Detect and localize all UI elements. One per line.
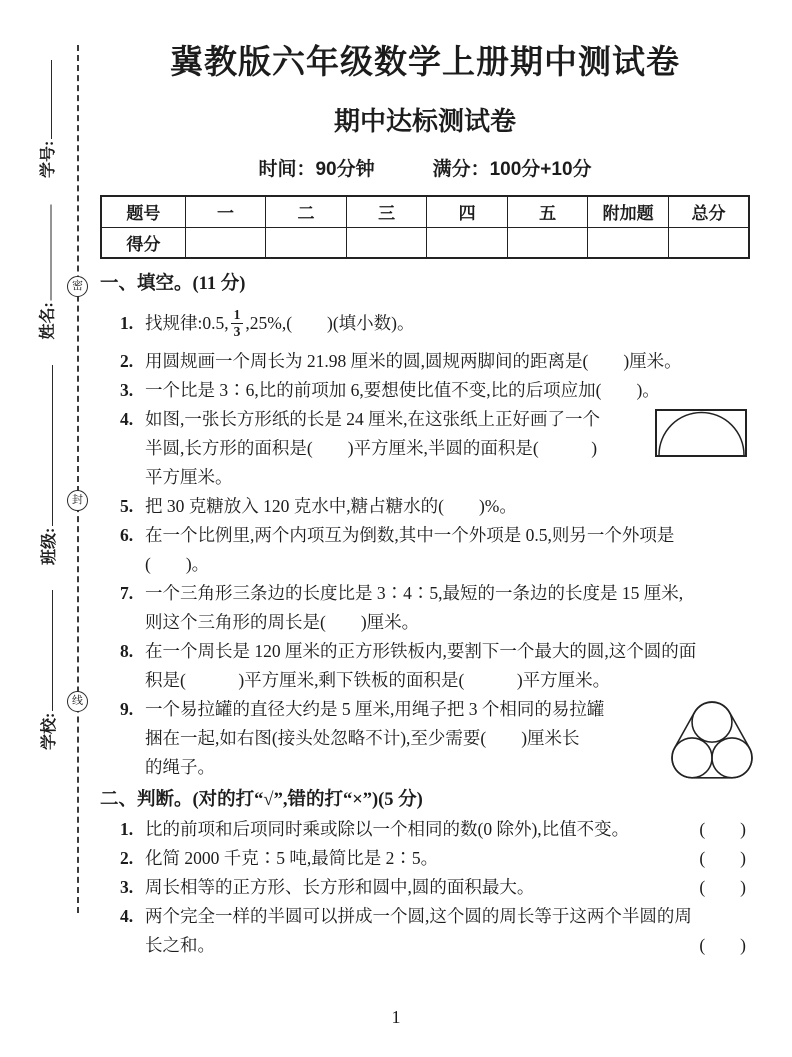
- score-header-cell: 一: [185, 196, 266, 227]
- question-text: 一个易拉罐的直径大约是 5 厘米,用绳子把 3 个相同的易拉罐: [145, 699, 605, 719]
- full-score-label: 满分：100分+10分: [432, 159, 592, 180]
- question-text: 一个比是 3∶6,比的前项加 6,要想使比值不变,比的后项应加( )。: [145, 380, 660, 400]
- student-id-label: 学号:: [39, 140, 57, 178]
- answer-gap: [629, 815, 699, 844]
- question-text: 把 30 克糖放入 120 克水中,糖占糖水的( )%。: [145, 496, 517, 516]
- school-blank-line: [41, 590, 53, 711]
- question-text: 如图,一张长方形纸的长是 24 厘米,在这张纸上正好画了一个: [145, 409, 600, 429]
- question-text: 找规律:0.5,: [145, 312, 229, 333]
- question-line: [145, 931, 750, 960]
- question-text: 长之和。: [145, 935, 215, 955]
- score-empty-cell: [266, 227, 347, 258]
- school-field: [36, 590, 58, 750]
- question-number: 8.: [120, 641, 134, 661]
- section1-heading: 一、填空。(11 分): [100, 274, 246, 294]
- seal-mark-mi: [67, 276, 88, 297]
- seal-mark-char: 密: [72, 280, 83, 292]
- question-line: [145, 844, 750, 873]
- student-id-blank-line: [40, 60, 52, 139]
- question-4: [100, 405, 750, 492]
- answer-parentheses: ( ): [699, 935, 746, 955]
- score-header-cell: 题号: [101, 196, 185, 227]
- question-9: [100, 695, 750, 782]
- class-blank-line: [41, 365, 53, 526]
- question-8: [100, 637, 750, 695]
- seal-dashed-line: [77, 45, 79, 913]
- question-number: 3.: [120, 380, 134, 400]
- fraction-one-third: [231, 307, 244, 339]
- question-2: [100, 347, 750, 376]
- judge-question-4: [100, 902, 750, 960]
- question-text: 在一个周长是 120 厘米的正方形铁板内,要割下一个最大的圆,这个圆的面: [145, 641, 697, 661]
- question-text: 一个三角形三条边的长度比是 3∶4∶5,最短的一条边的长度是 15 厘米,: [145, 583, 684, 603]
- rectangle-semicircle-figure: [655, 409, 747, 457]
- name-field: [35, 205, 57, 340]
- page-number: 1: [391, 1007, 401, 1027]
- question-text: 周长相等的正方形、长方形和圆中,圆的面积最大。: [145, 877, 535, 897]
- answer-gap: [534, 873, 699, 902]
- answer-parentheses: ( ): [699, 877, 746, 897]
- score-table-score-row: [101, 227, 749, 258]
- question-line: [145, 815, 750, 844]
- main-content: [100, 0, 750, 960]
- score-header-cell: 五: [507, 196, 588, 227]
- fraction-numerator: 1: [231, 307, 244, 324]
- score-header-cell: 附加题: [588, 196, 669, 227]
- question-3: [100, 376, 750, 405]
- score-empty-cell: [427, 227, 508, 258]
- student-id-field: [35, 60, 57, 178]
- judge-question-2: [100, 844, 750, 873]
- school-label: 学校:: [40, 712, 58, 750]
- score-header-cell: 总分: [668, 196, 749, 227]
- score-row-label-cell: 得分: [101, 227, 185, 258]
- score-empty-cell: [507, 227, 588, 258]
- question-text: 半圆,长方形的面积是( )平方厘米,半圆的面积是( ): [145, 438, 598, 458]
- three-circles-band-figure: [666, 698, 758, 782]
- class-field: [36, 365, 58, 565]
- seal-mark-char: 封: [72, 494, 83, 506]
- question-number: 4.: [120, 906, 134, 926]
- name-blank-line: [39, 205, 51, 301]
- score-header-cell: 三: [346, 196, 427, 227]
- question-text: 平方厘米。: [145, 467, 233, 487]
- score-header-cell: 四: [427, 196, 508, 227]
- paper-subtitle: 期中达标测试卷: [333, 106, 516, 136]
- question-line: [145, 873, 750, 902]
- question-text: ( )。: [145, 554, 210, 574]
- question-1: [100, 299, 750, 347]
- score-empty-cell: [588, 227, 669, 258]
- question-number: 7.: [120, 583, 134, 603]
- paper-title: 冀教版六年级数学上册期中测试卷: [170, 43, 680, 80]
- question-number: 2.: [120, 848, 134, 868]
- question-number: 6.: [120, 525, 134, 545]
- answer-parentheses: ( ): [699, 848, 746, 868]
- question-text: 则这个三角形的周长是( )厘米。: [145, 612, 420, 632]
- score-empty-cell: [185, 227, 266, 258]
- score-empty-cell: [668, 227, 749, 258]
- question-7: [100, 579, 750, 637]
- seal-mark-feng: [67, 490, 88, 511]
- exam-info-line: [100, 154, 750, 181]
- section2-heading: 二、判断。(对的打“√”,错的打“×”)(5 分): [100, 790, 423, 810]
- question-text: 的绳子。: [145, 757, 215, 777]
- score-empty-cell: [346, 227, 427, 258]
- judge-question-1: [100, 815, 750, 844]
- answer-gap: [215, 931, 699, 960]
- score-header-cell: 二: [266, 196, 347, 227]
- answer-parentheses: ( ): [699, 819, 746, 839]
- class-label: 班级:: [40, 527, 58, 565]
- question-text: ,25%,( )(填小数)。: [245, 312, 415, 333]
- question-text: 用圆规画一个周长为 21.98 厘米的圆,圆规两脚间的距离是( )厘米。: [145, 351, 682, 371]
- question-number: 5.: [120, 496, 134, 516]
- seal-mark-char: 线: [72, 695, 83, 707]
- score-table-header-row: [101, 196, 749, 227]
- question-number: 2.: [120, 351, 134, 371]
- question-number: 4.: [120, 409, 134, 429]
- question-text: 化简 2000 千克∶5 吨,最简比是 2∶5。: [145, 848, 439, 868]
- question-number: 1.: [120, 313, 134, 333]
- question-number: 3.: [120, 877, 134, 897]
- question-line: [145, 299, 750, 347]
- score-table: [100, 195, 750, 259]
- question-number: 1.: [120, 819, 134, 839]
- name-label: 姓名:: [39, 302, 56, 340]
- question-text: 积是( )平方厘米,剩下铁板的面积是( )平方厘米。: [145, 670, 611, 690]
- seal-mark-xian: [67, 691, 88, 712]
- question-text: 在一个比例里,两个内项互为倒数,其中一个外项是 0.5,则另一个外项是: [145, 525, 675, 545]
- answer-gap: [438, 844, 699, 873]
- question-text: 两个完全一样的半圆可以拼成一个圆,这个圆的周长等于这两个半圆的周: [145, 906, 692, 926]
- question-number: 9.: [120, 699, 134, 719]
- time-limit-label: 时间：90分钟: [258, 159, 375, 180]
- question-text: 比的前项和后项同时乘或除以一个相同的数(0 除外),比值不变。: [145, 819, 630, 839]
- question-text: 捆在一起,如右图(接头处忽略不计),至少需要( )厘米长: [145, 728, 580, 748]
- question-6: [100, 521, 750, 579]
- question-5: [100, 492, 750, 521]
- judge-question-3: [100, 873, 750, 902]
- fraction-denominator: 3: [233, 323, 241, 339]
